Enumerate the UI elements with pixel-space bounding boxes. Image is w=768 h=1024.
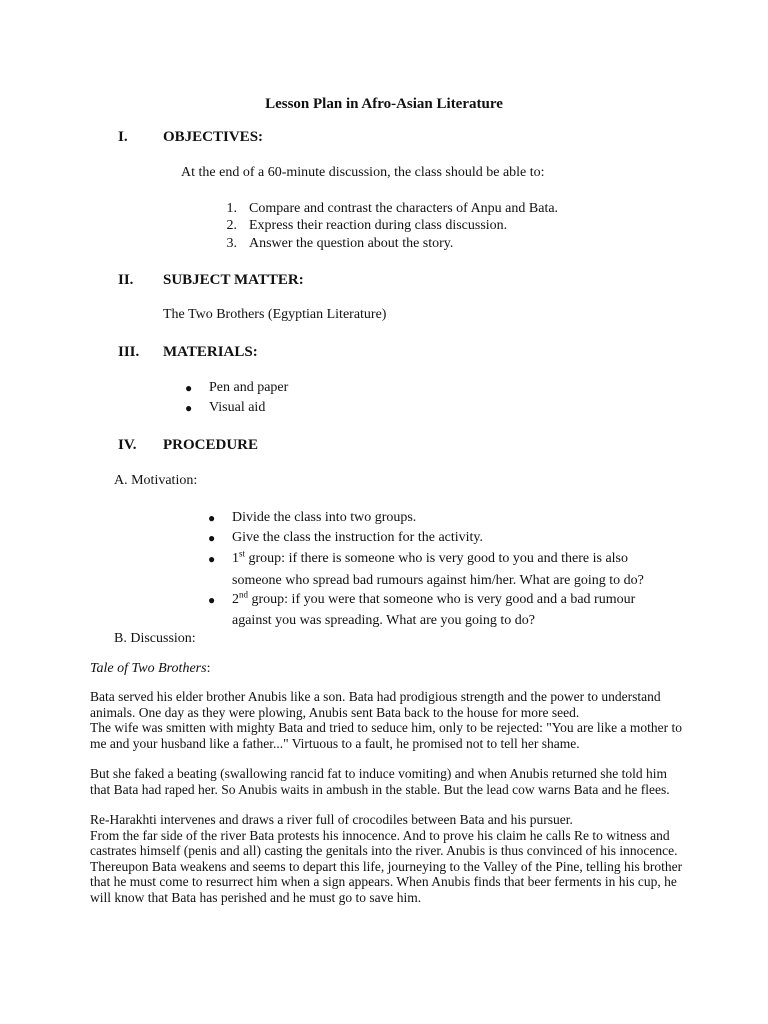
discussion-label: B. Discussion: bbox=[114, 631, 196, 646]
group-one-number: 1 bbox=[232, 551, 239, 566]
group-two-line2: against you was spreading. What are you going to do? bbox=[232, 613, 536, 628]
objective-number: 3. bbox=[226, 236, 237, 251]
group-two-line1: group: if you were that someone who is very good and a bad rumour bbox=[248, 592, 636, 607]
group-two-instruction bbox=[232, 591, 635, 609]
section-heading-materials: MATERIALS: bbox=[163, 344, 258, 360]
story-paragraph: From the far side of the river Bata protests his innocence. And to prove his claim he calls Re to witness and castrates himself (penis and all) casting the genitals into the river. Anubis is thus convinced of his innocence. Thereupon Bata weakens and seems to depart this life, journeying to the Valley of the Pine, telling his brother that he must come to resurrect him when a sign appears. When Anubis finds that beer ferments in his cup, he will know that Bata has perished and he must go to save him. bbox=[90, 827, 683, 905]
objective-item: Express their reaction during class discussion. bbox=[249, 218, 508, 233]
story-paragraph: The wife was smitten with mighty Bata and tried to seduce him, only to be rejected: "You are like a mother to me and your husband like a father..." Virtuous to a fault, he promised not to tell her shame. bbox=[90, 720, 682, 751]
section-heading-procedure: PROCEDURE bbox=[163, 437, 259, 453]
group-one-instruction bbox=[232, 550, 628, 568]
bullet-icon: ● bbox=[208, 552, 216, 566]
material-item: Visual aid bbox=[209, 400, 266, 415]
section-number-objectives: I. bbox=[118, 129, 128, 145]
section-number-materials: III. bbox=[118, 344, 140, 360]
story-paragraph: But she faked a beating (swallowing rancid fat to induce vomiting) and when Anubis returned she told him that Bata had raped her. So Anubis waits in ambush in the stable. But the lead cow warns Bata and he flees. bbox=[90, 766, 670, 797]
section-heading-objectives: OBJECTIVES: bbox=[163, 129, 264, 145]
section-number-subject: II. bbox=[118, 272, 134, 288]
group-two-number: 2 bbox=[232, 592, 239, 607]
story-paragraph: Re-Harakhti intervenes and draws a river full of crocodiles between Bata and his pursuer. bbox=[90, 812, 573, 827]
bullet-icon: ● bbox=[185, 401, 193, 415]
bullet-icon: ● bbox=[208, 511, 216, 525]
section-heading-subject: SUBJECT MATTER: bbox=[163, 272, 304, 288]
story-title-text: Tale of Two Brothers bbox=[90, 661, 207, 676]
group-one-line1: group: if there is someone who is very good to you and there is also bbox=[245, 551, 628, 566]
motivation-item: Divide the class into two groups. bbox=[232, 510, 417, 525]
motivation-item: Give the class the instruction for the activity. bbox=[232, 530, 484, 545]
objective-number: 1. bbox=[226, 201, 237, 216]
objective-item: Answer the question about the story. bbox=[249, 236, 454, 251]
motivation-label: A. Motivation: bbox=[114, 473, 198, 488]
subject-text: The Two Brothers (Egyptian Literature) bbox=[163, 307, 387, 322]
bullet-icon: ● bbox=[185, 381, 193, 395]
bullet-icon: ● bbox=[208, 593, 216, 607]
objective-item: Compare and contrast the characters of Anpu and Bata. bbox=[249, 201, 559, 216]
group-one-ordinal: st bbox=[239, 548, 246, 559]
group-two-ordinal: nd bbox=[239, 589, 248, 600]
story-body bbox=[90, 689, 690, 905]
bullet-icon: ● bbox=[208, 531, 216, 545]
story-title-colon: : bbox=[206, 661, 211, 676]
story-paragraph: Bata served his elder brother Anubis like a son. Bata had prodigious strength and the power to understand animals. One day as they were plowing, Anubis sent Bata back to the house for more seed. bbox=[90, 689, 661, 720]
page-title: Lesson Plan in Afro-Asian Literature bbox=[265, 96, 503, 112]
story-title bbox=[90, 660, 210, 678]
objective-number: 2. bbox=[226, 218, 237, 233]
section-number-procedure: IV. bbox=[118, 437, 137, 453]
objectives-intro: At the end of a 60-minute discussion, the class should be able to: bbox=[181, 165, 545, 180]
material-item: Pen and paper bbox=[209, 380, 289, 395]
group-one-line2: someone who spread bad rumours against him/her. What are going to do? bbox=[232, 573, 644, 588]
